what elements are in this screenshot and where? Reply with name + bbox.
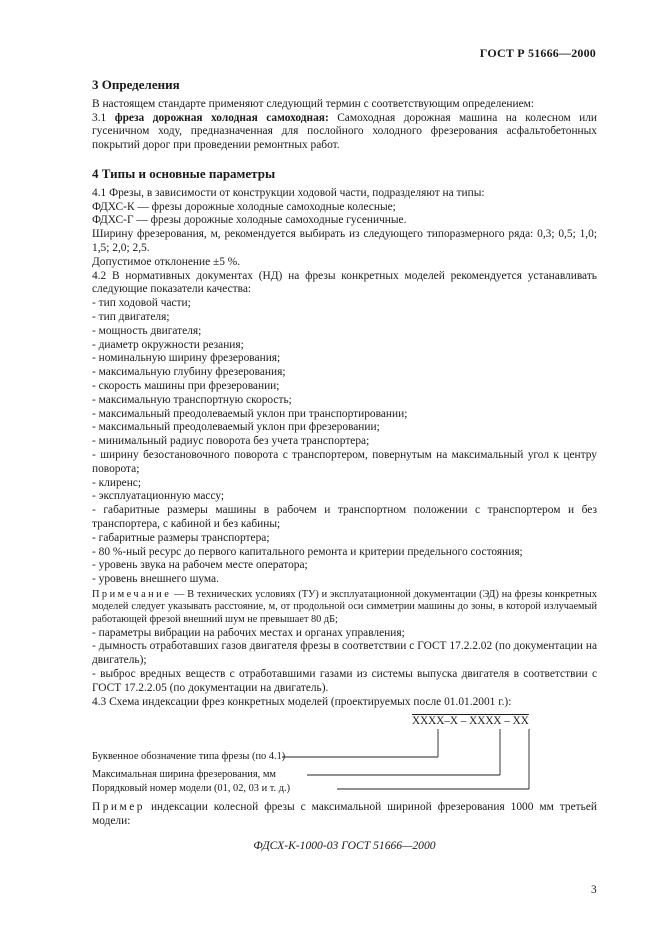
scheme-label-model: Порядковый номер модели (01, 02, 03 и т. д.) <box>92 783 291 795</box>
type-tracked: ФДХС-Г — фрезы дорожные холодные самоходные гусеничные. <box>92 214 407 227</box>
list-item: - уровень внешнего шума. <box>92 573 219 586</box>
list-item: - максимальный преодолеваемый уклон при фрезеровании; <box>92 421 380 434</box>
list-item: - скорость машины при фрезеровании; <box>92 379 280 392</box>
section-3-intro <box>92 98 597 112</box>
list-item: - эксплуатационную массу; <box>92 490 225 503</box>
para-4-3: 4.3 Схема индексации фрез конкретных моделей (проектируемых после 01.01.2001 г.): <box>92 695 512 708</box>
list-item: - номинальную ширину фрезерования; <box>92 352 281 365</box>
note-label: Примечание <box>92 588 172 600</box>
quality-list-continued <box>92 627 597 696</box>
list-item: - габаритные размеры транспортера; <box>92 531 270 544</box>
list-item: - выброс вредных веществ с отработавшими газами из системы выпуска двигателя в соответствии с ГОСТ 17.2.2.05 (по документации на двигатель). <box>92 668 597 694</box>
section-3-intro-text: В настоящем стандарте применяют следующий термин с соответствующим определением: <box>92 97 535 110</box>
list-item: - параметры вибрации на рабочих местах и органах управления; <box>92 626 405 639</box>
list-item: - дымность отработавших газов двигателя фрезы в соответствии с ГОСТ 17.2.2.02 (по документации на двигатель); <box>92 640 597 667</box>
list-item: - диаметр окружности резания; <box>92 338 244 351</box>
example-label: Пример <box>92 801 145 814</box>
width-row: Ширину фрезерования, м, рекомендуется выбирать из следующего типоразмерного ряда: 0,3; 0,5; 1,0; 1,5; 2,0; 2,5. <box>92 228 597 254</box>
quality-list <box>92 297 597 587</box>
para-4-1: 4.1 Фрезы, в зависимости от конструкции ходовой части, подразделяют на типы: <box>92 186 485 199</box>
list-item: - тип ходовой части; <box>92 297 191 310</box>
list-item: - мощность двигателя; <box>92 324 202 337</box>
scheme-label-width: Максимальная ширина фрезерования, мм <box>92 769 276 781</box>
list-item: - тип двигателя; <box>92 310 170 323</box>
example-formula: ФДСХ-К-1000-03 ГОСТ 51666—2000 <box>253 839 436 853</box>
section-3-title: 3 Определения <box>92 77 180 92</box>
standard-header: ГОСТ Р 51666—2000 <box>479 46 596 60</box>
list-item: - клиренс; <box>92 476 142 489</box>
list-item: - максимальную транспортную скорость; <box>92 393 292 406</box>
index-scheme <box>92 713 597 795</box>
example <box>92 801 597 829</box>
list-item: - ширину безостановочного поворота с транспортером, повернутым на максимальный угол к центру поворота; <box>92 448 597 475</box>
term-number: 3.1 <box>92 111 115 124</box>
page-number: 3 <box>591 884 597 896</box>
page-content <box>92 78 597 853</box>
term-definition <box>92 112 597 153</box>
index-code: ХХХХ–Х – ХХХХ – ХХ <box>412 715 529 728</box>
term-definition-text: Самоходная дорожная машина на колесном или гусеничном ходу, предназначенная для послойного холодного фрезерования асфальтобетонных покрытий дорог при проведении ремонтных работ. <box>92 111 598 152</box>
list-item: - уровень звука на рабочем месте оператора; <box>92 559 308 572</box>
list-item: - максимальную глубину фрезерования; <box>92 366 286 379</box>
para-4-2: 4.2 В нормативных документах (НД) на фрезы конкретных моделей рекомендуется устанавливать следующие показатели качества: <box>92 269 597 296</box>
scheme-label-type: Буквенное обозначение типа фрезы (по 4.1) <box>92 751 286 763</box>
tolerance: Допустимое отклонение ±5 %. <box>92 255 241 268</box>
example-text: индексации колесной фрезы с максимальной шириной фрезерования 1000 мм третьей модели: <box>92 801 597 828</box>
list-item: - максимальный преодолеваемый уклон при транспортировании; <box>92 407 408 420</box>
note-text: — В технических условиях (ТУ) и эксплуатационной документации (ЭД) на фрезы конкретных моделей следует указывать расстояние, м, от продольной оси симметрии машины до зоны, в которой излучаемый работающей фрезой внешний шум не превышает 80 дБ; <box>92 588 597 626</box>
term-name: фреза дорожная холодная самоходная: <box>114 111 329 124</box>
note <box>92 589 597 627</box>
section-4-title: 4 Типы и основные параметры <box>92 165 276 181</box>
type-wheeled: ФДХС-К — фрезы дорожные холодные самоходные колесные; <box>92 200 396 213</box>
list-item: - 80 %-ный ресурс до первого капитального ремонта и критерии предельного состояния; <box>92 545 523 558</box>
list-item: - минимальный радиус поворота без учета транспортера; <box>92 435 370 448</box>
list-item: - габаритные размеры машины в рабочем и транспортном положении с транспортером и без транспортера, с кабиной и без кабины; <box>92 504 597 530</box>
